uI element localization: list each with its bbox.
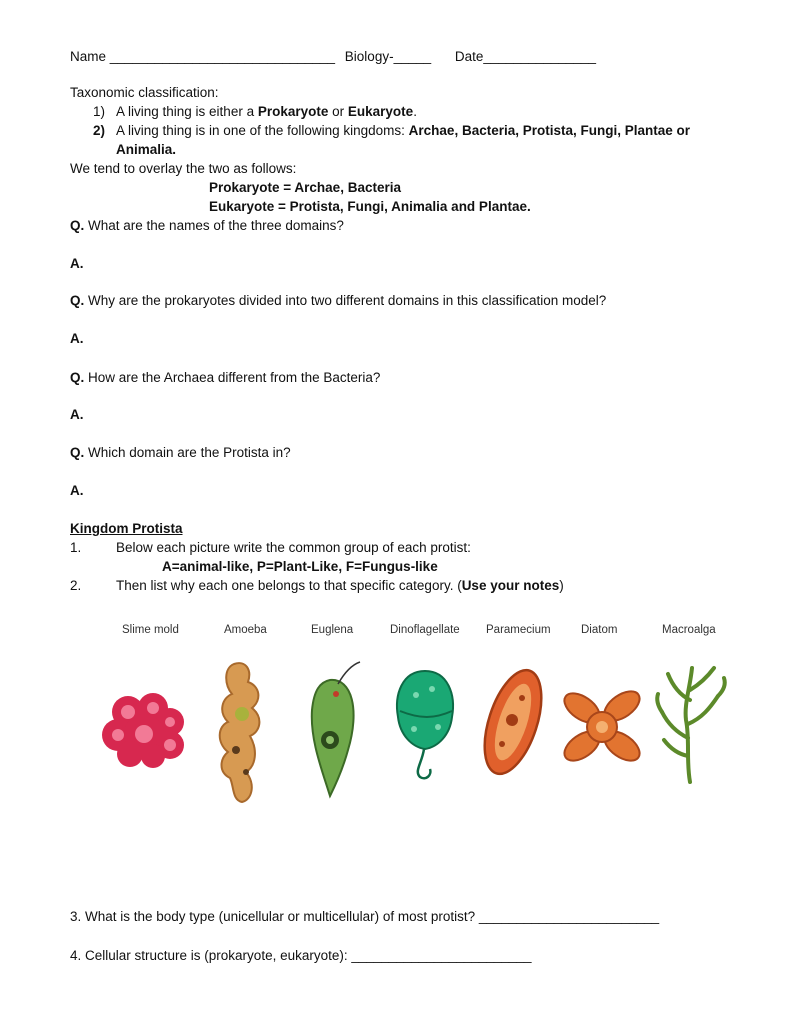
caption-dinoflagellate: Dinoflagellate xyxy=(390,624,460,636)
caption-paramecium: Paramecium xyxy=(486,624,551,636)
question-body-type: 3. What is the body type (unicellular or multicellular) of most protist? ________________________ xyxy=(70,909,660,924)
overlay-prokaryote: Prokaryote = Archae, Bacteria xyxy=(209,180,401,195)
answer-1-label[interactable]: A. xyxy=(70,256,84,271)
slime-mold-illustration xyxy=(98,690,190,770)
answer-4-label[interactable]: A. xyxy=(70,483,84,498)
question-4: Q. Which domain are the Protista in? xyxy=(70,445,291,460)
name-field[interactable]: ______________________________ xyxy=(109,49,336,64)
caption-amoeba: Amoeba xyxy=(224,624,267,636)
header-line xyxy=(70,48,596,66)
taxonomy-item-2: 2) A living thing is in one of the following kingdoms: Archae, Bacteria, Protista, Fungi, Plantae or xyxy=(93,123,691,138)
macroalga-illustration xyxy=(652,660,730,786)
overlay-eukaryote: Eukaryote = Protista, Fungi, Animalia and Plantae. xyxy=(209,199,531,214)
protista-step-2: 2. Then list why each one belongs to that specific category. (Use your notes) xyxy=(70,578,564,593)
euglena-illustration xyxy=(300,660,372,800)
taxonomy-item-1: 1) A living thing is either a Prokaryote or Eukaryote. xyxy=(93,104,417,119)
caption-diatom: Diatom xyxy=(581,624,618,636)
dinoflagellate-illustration xyxy=(390,665,460,785)
body-type-field[interactable]: ________________________ xyxy=(478,909,660,924)
taxonomy-heading: Taxonomic classification: xyxy=(70,85,219,100)
taxonomy-item-2-cont: Animalia. xyxy=(116,142,177,157)
caption-euglena: Euglena xyxy=(311,624,354,636)
answer-3-label[interactable]: A. xyxy=(70,407,84,422)
paramecium-illustration xyxy=(478,662,548,782)
biology-field[interactable]: _____ xyxy=(393,49,432,64)
biology-label: Biology- xyxy=(344,49,394,64)
protista-step-1: 1. Below each picture write the common group of each protist: xyxy=(70,540,471,555)
answer-2-label[interactable]: A. xyxy=(70,331,84,346)
protista-heading: Kingdom Protista xyxy=(70,521,183,536)
caption-slime-mold: Slime mold xyxy=(122,624,179,636)
diatom-illustration xyxy=(560,686,646,768)
caption-macroalga: Macroalga xyxy=(662,624,716,636)
name-label: Name xyxy=(70,49,107,64)
question-1: Q. What are the names of the three domains? xyxy=(70,218,344,233)
question-cellular-structure: 4. Cellular structure is (prokaryote, eukaryote): ________________________ xyxy=(70,948,532,963)
date-label: Date xyxy=(454,49,484,64)
question-3: Q. How are the Archaea different from the Bacteria? xyxy=(70,370,381,385)
question-2: Q. Why are the prokaryotes divided into two different domains in this classification model? xyxy=(70,293,607,308)
overlay-intro: We tend to overlay the two as follows: xyxy=(70,161,297,176)
cellular-structure-field[interactable]: ________________________ xyxy=(351,948,532,963)
amoeba-illustration xyxy=(212,660,274,805)
date-field[interactable]: _______________ xyxy=(483,49,597,64)
protista-legend: A=animal-like, P=Plant-Like, F=Fungus-like xyxy=(162,559,438,574)
